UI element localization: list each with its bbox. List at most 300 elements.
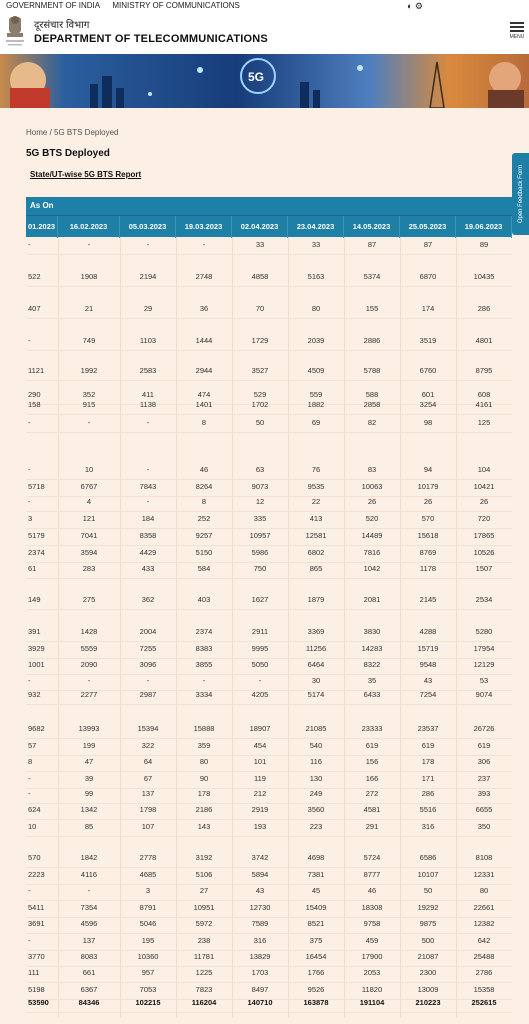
table-cell: 316: [421, 822, 435, 831]
table-cell: 12581: [305, 531, 327, 540]
table-cell: 3560: [307, 805, 325, 814]
table-cell: 46: [199, 465, 209, 474]
table-cell: 391: [28, 627, 41, 636]
table-cell: 2987: [139, 690, 157, 699]
table-cell: 45: [311, 886, 321, 895]
table-cell: 158: [28, 400, 41, 409]
row-divider: [26, 609, 512, 610]
table-cell: 619: [365, 741, 379, 750]
table-cell: 104: [477, 465, 491, 474]
table-cell: 1121: [28, 366, 45, 375]
table-cell: 3096: [139, 660, 157, 669]
row-divider: [26, 966, 512, 967]
national-emblem-icon: [4, 13, 26, 51]
feedback-button[interactable]: [512, 153, 529, 235]
table-cell: 1992: [80, 366, 98, 375]
table-cell: 15409: [305, 903, 327, 912]
table-cell: 1138: [139, 400, 157, 409]
table-cell: 433: [141, 564, 155, 573]
table-cell: 199: [82, 741, 96, 750]
table-cell: -: [28, 336, 31, 345]
table-cell: 14489: [361, 531, 383, 540]
table-cell: 8791: [139, 903, 157, 912]
table-cell: 750: [253, 564, 267, 573]
table-cell: 1444: [195, 336, 213, 345]
table-cell: 3: [145, 886, 151, 895]
table-cell: 2053: [363, 968, 381, 977]
table-cell: 13009: [417, 985, 439, 994]
table-cell: 26: [423, 497, 433, 506]
table-cell: 111: [28, 968, 40, 977]
table-cell: 18308: [361, 903, 383, 912]
table-cell: 3334: [195, 690, 213, 699]
table-cell: 5894: [251, 870, 269, 879]
table-cell: 5559: [80, 644, 98, 653]
table-cell: 223: [309, 822, 323, 831]
table-cell: 23537: [417, 724, 439, 733]
table-cell: 9548: [419, 660, 437, 669]
table-cell: 14283: [361, 644, 383, 653]
table-cell: 8: [201, 418, 207, 427]
row-divider: [26, 318, 512, 319]
table-cell: 588: [365, 390, 379, 399]
table-cell: 6433: [363, 690, 381, 699]
table-cell: 5106: [195, 870, 213, 879]
table-cell: 619: [421, 741, 435, 750]
table-cell: 7823: [195, 985, 213, 994]
table-cell: 407: [28, 304, 41, 313]
table-cell: 932: [28, 690, 41, 699]
table-cell: 608: [477, 390, 491, 399]
department-title: DEPARTMENT OF TELECOMMUNICATIONS: [34, 33, 268, 45]
table-cell: 1042: [363, 564, 381, 573]
table-cell: 12382: [473, 919, 495, 928]
top-bar: [0, 0, 529, 12]
table-cell: 8264: [195, 482, 213, 491]
table-cell: 7354: [80, 903, 98, 912]
table-cell: 3: [28, 514, 33, 523]
table-cell: 53: [479, 676, 489, 685]
table-cell: 3855: [195, 660, 213, 669]
table-cell: 290: [28, 390, 41, 399]
table-cell: 500: [421, 936, 435, 945]
row-divider: [26, 479, 512, 480]
table-cell: 5163: [307, 272, 325, 281]
table-cell: 21085: [305, 724, 327, 733]
table-cell: 178: [197, 789, 211, 798]
table-cell: 57: [28, 741, 37, 750]
table-cell: 5972: [195, 919, 213, 928]
table-cell: 193: [253, 822, 267, 831]
table-cell: 5374: [363, 272, 381, 281]
table-cell: 8083: [80, 952, 98, 961]
table-cell: 178: [421, 757, 435, 766]
table-cell: 2886: [363, 336, 381, 345]
table-cell: 520: [365, 514, 379, 523]
table-cell: 210223: [415, 998, 441, 1007]
table-cell: 275: [82, 595, 96, 604]
table-cell: 393: [477, 789, 491, 798]
table-cell: 559: [309, 390, 323, 399]
svg-text:5G: 5G: [248, 70, 265, 84]
table-cell: 63: [255, 465, 265, 474]
table-cell: 2919: [251, 805, 269, 814]
table-cell: 9073: [251, 482, 269, 491]
table-cell: 1842: [80, 853, 98, 862]
table-cell: 4801: [475, 336, 493, 345]
table-cell: 83: [367, 465, 377, 474]
table-cell: 36: [199, 304, 209, 313]
table-cell: 84346: [78, 998, 100, 1007]
table-cell: 6870: [419, 272, 437, 281]
table-cell: 4288: [419, 627, 437, 636]
table-cell: -: [146, 465, 150, 474]
table-cell: 61: [28, 564, 37, 573]
table-cell: 12331: [473, 870, 495, 879]
table-cell: 359: [197, 741, 211, 750]
column-header: 02.04.2023: [232, 216, 288, 238]
table-cell: 69: [311, 418, 321, 427]
table-cell: 19292: [417, 903, 439, 912]
table-cell: -: [28, 789, 31, 798]
table-cell: 13993: [78, 724, 100, 733]
row-divider: [26, 528, 512, 529]
table-cell: 4581: [363, 805, 381, 814]
table-cell: 64: [143, 757, 153, 766]
table-cell: 1178: [419, 564, 437, 573]
site-header: [0, 12, 529, 54]
table-cell: 4: [86, 497, 92, 506]
table-cell: 9758: [363, 919, 381, 928]
table-cell: 286: [421, 789, 435, 798]
table-cell: -: [28, 676, 31, 685]
column-header: 19.03.2023: [176, 216, 232, 238]
table-cell: 7041: [80, 531, 98, 540]
table-cell: -: [28, 418, 31, 427]
table-cell: -: [87, 418, 91, 427]
table-cell: 7255: [139, 644, 157, 653]
table-cell: 454: [253, 741, 267, 750]
breadcrumb[interactable]: Home / 5G BTS Deployed: [26, 128, 119, 137]
table-cell: 352: [82, 390, 96, 399]
table-cell: 35: [367, 676, 377, 685]
table-cell: 125: [477, 418, 491, 427]
row-divider: [26, 836, 512, 837]
row-divider: [26, 286, 512, 287]
table-cell: 4685: [139, 870, 157, 879]
table-cell: 12730: [249, 903, 271, 912]
table-cell: -: [146, 240, 150, 249]
table-cell: 249: [309, 789, 323, 798]
row-divider: [26, 771, 512, 772]
table-cell: 316: [253, 936, 267, 945]
table-cell: 8769: [419, 548, 437, 557]
table-cell: 2300: [419, 968, 437, 977]
state-report-link[interactable]: State/UT-wise 5G BTS Report: [30, 170, 142, 179]
table-cell: -: [146, 418, 150, 427]
hamburger-icon: [510, 22, 524, 24]
table-cell: 10526: [473, 548, 495, 557]
table-cell: 4509: [307, 366, 325, 375]
table-cell: -: [28, 774, 31, 783]
table-cell: 238: [197, 936, 211, 945]
table-cell: 411: [142, 390, 154, 399]
table-cell: 1225: [195, 968, 213, 977]
table-cell: 619: [477, 741, 491, 750]
table-cell: 140710: [247, 998, 273, 1007]
table-cell: 459: [365, 936, 379, 945]
table-cell: 1401: [195, 400, 213, 409]
table-cell: 1507: [475, 564, 493, 573]
table-cell: 15394: [137, 724, 159, 733]
table-cell: 286: [477, 304, 491, 313]
table-cell: 33: [311, 240, 321, 249]
table-cell: 9074: [475, 690, 493, 699]
table-cell: 1428: [80, 627, 98, 636]
table-cell: 5179: [28, 531, 45, 540]
table-cell: 39: [84, 774, 94, 783]
table-cell: 8358: [139, 531, 157, 540]
table-cell: 171: [421, 774, 435, 783]
row-divider: [26, 900, 512, 901]
table-cell: 5788: [363, 366, 381, 375]
table-cell: 195: [141, 936, 155, 945]
table-cell: 6464: [307, 660, 325, 669]
table-cell: 3594: [80, 548, 98, 557]
table-cell: 2004: [139, 627, 157, 636]
table-cell: -: [202, 676, 206, 685]
table-cell: 9682: [28, 724, 45, 733]
table-cell: 21: [84, 304, 94, 313]
table-cell: 191104: [359, 998, 385, 1007]
table-cell: -: [87, 886, 91, 895]
table-cell: -: [28, 936, 31, 945]
table-cell: 2277: [80, 690, 98, 699]
table-cell: 15888: [193, 724, 215, 733]
table-cell: 3742: [251, 853, 269, 862]
table-cell: 2145: [419, 595, 437, 604]
row-divider: [26, 432, 512, 433]
table-cell: 2748: [195, 272, 213, 281]
table-cell: 252615: [471, 998, 497, 1007]
table-cell: 5724: [363, 853, 381, 862]
table-cell: -: [28, 240, 31, 249]
table-cell: -: [87, 676, 91, 685]
column-header: 23.04.2023: [288, 216, 344, 238]
table-cell: 2039: [307, 336, 325, 345]
table-cell: 17865: [473, 531, 495, 540]
table-cell: 53590: [28, 998, 49, 1007]
row-divider: [26, 950, 512, 951]
table-cell: 47: [84, 757, 94, 766]
row-divider: [26, 917, 512, 918]
table-cell: 5046: [139, 919, 157, 928]
table-cell: 749: [82, 336, 96, 345]
table-cell: 2090: [80, 660, 98, 669]
ministry-label: MINISTRY OF COMMUNICATIONS: [112, 1, 240, 10]
table-cell: 1001: [28, 660, 45, 669]
table-cell: -: [258, 676, 262, 685]
table-cell: 9995: [251, 644, 269, 653]
table-cell: 5174: [307, 690, 325, 699]
table-cell: 291: [365, 822, 379, 831]
row-divider: [26, 933, 512, 934]
table-cell: 174: [421, 304, 435, 313]
table-cell: 4698: [307, 853, 325, 862]
table-cell: 12: [255, 497, 265, 506]
table-cell: 1103: [139, 336, 157, 345]
table-cell: 107: [141, 822, 155, 831]
table-cell: 2186: [195, 805, 213, 814]
table-cell: 4596: [80, 919, 98, 928]
table-cell: 2858: [363, 400, 381, 409]
table-cell: 720: [477, 514, 491, 523]
table-cell: 306: [477, 757, 491, 766]
table-cell: 10107: [417, 870, 439, 879]
menu-label: MENU: [509, 34, 525, 40]
table-cell: -: [146, 676, 150, 685]
table-cell: 87: [367, 240, 377, 249]
row-divider: [26, 414, 512, 415]
page-title: 5G BTS Deployed: [26, 148, 110, 159]
table-cell: 17954: [473, 644, 495, 653]
table-cell: 11781: [193, 952, 215, 961]
table-cell: 80: [199, 757, 209, 766]
table-cell: 116204: [191, 998, 217, 1007]
table-cell: 7254: [419, 690, 437, 699]
table-cell: -: [202, 240, 206, 249]
table-cell: 43: [423, 676, 433, 685]
table-cell: 7589: [251, 919, 269, 928]
table-cell: 7816: [363, 548, 381, 557]
table-cell: 8: [28, 757, 33, 766]
table-cell: 1342: [80, 805, 98, 814]
table-cell: 27: [199, 886, 209, 895]
table-cell: 8322: [363, 660, 381, 669]
table-cell: 90: [199, 774, 209, 783]
table-cell: 2778: [139, 853, 157, 862]
table-cell: 46: [367, 886, 377, 895]
table-cell: 15719: [417, 644, 439, 653]
table-cell: -: [28, 497, 31, 506]
table-cell: 4429: [139, 548, 157, 557]
table-cell: 10: [28, 822, 37, 831]
table-cell: 10: [84, 465, 94, 474]
table-cell: 3254: [419, 400, 437, 409]
table-cell: 2223: [28, 870, 45, 879]
table-cell: 6367: [80, 985, 98, 994]
table-cell: 22661: [473, 903, 495, 912]
table-cell: 67: [143, 774, 153, 783]
table-cell: 143: [197, 822, 211, 831]
table-cell: 2583: [139, 366, 157, 375]
table-cell: 155: [365, 304, 379, 313]
table-cell: 76: [311, 465, 321, 474]
table-cell: 7381: [307, 870, 325, 879]
table-cell: 6802: [307, 548, 325, 557]
table-cell: 9875: [419, 919, 437, 928]
table-cell: 1766: [307, 968, 325, 977]
table-cell: 121: [82, 514, 96, 523]
table-cell: 865: [309, 564, 323, 573]
menu-button[interactable]: [509, 20, 525, 40]
table-cell: 70: [255, 304, 265, 313]
table-cell: 9526: [307, 985, 325, 994]
table-cell: 212: [253, 789, 267, 798]
table-cell: 5986: [251, 548, 269, 557]
row-divider: [26, 350, 512, 351]
table-cell: 283: [82, 564, 96, 573]
table-cell: 4161: [475, 400, 493, 409]
row-divider: [26, 884, 512, 885]
table-cell: 403: [197, 595, 211, 604]
row-divider: [26, 578, 512, 579]
table-cell: 10957: [249, 531, 271, 540]
table-cell: 50: [423, 886, 433, 895]
table-cell: 25488: [473, 952, 495, 961]
table-cell: 474: [197, 390, 211, 399]
accessibility-icons[interactable]: ◐ ⚙: [406, 1, 423, 11]
table-cell: 13829: [249, 952, 271, 961]
table-cell: 9257: [195, 531, 213, 540]
column-header: 14.05.2023: [344, 216, 400, 238]
table-cell: 8521: [307, 919, 325, 928]
table-cell: 10421: [473, 482, 495, 491]
table-cell: 50: [255, 418, 265, 427]
table-cell: 10360: [137, 952, 159, 961]
table-cell: 99: [84, 789, 94, 798]
row-divider: [26, 254, 512, 255]
table-cell: 89: [479, 240, 489, 249]
table-cell: 16454: [305, 952, 327, 961]
table-cell: 6655: [475, 805, 493, 814]
table-cell: 156: [365, 757, 379, 766]
table-cell: 5150: [195, 548, 213, 557]
table-cell: 2534: [475, 595, 493, 604]
row-divider: [26, 704, 512, 705]
table-cell: 102215: [135, 998, 161, 1007]
table-cell: 529: [253, 390, 267, 399]
table-cell: 3691: [28, 919, 45, 928]
table-cell: 1882: [307, 400, 325, 409]
table-cell: 82: [367, 418, 377, 427]
table-cell: 10063: [361, 482, 383, 491]
table-cell: 43: [255, 886, 265, 895]
table-cell: 5280: [475, 627, 493, 636]
table-cell: 149: [28, 595, 41, 604]
table-cell: 8795: [475, 366, 493, 375]
table-cell: 5198: [28, 985, 45, 994]
table-cell: 12129: [473, 660, 495, 669]
table-cell: 21087: [417, 952, 439, 961]
table-cell: 5411: [28, 903, 45, 912]
table-cell: 1627: [251, 595, 269, 604]
row-divider: [26, 867, 512, 868]
table-cell: 4205: [251, 690, 269, 699]
table-cell: 2944: [195, 366, 213, 375]
table-cell: 5516: [419, 805, 437, 814]
table-cell: 11820: [361, 985, 383, 994]
row-divider: [26, 738, 512, 739]
row-divider: [26, 1012, 512, 1013]
table-cell: 184: [141, 514, 155, 523]
gov-label: GOVERNMENT OF INDIA: [6, 1, 101, 10]
table-cell: 11256: [305, 644, 327, 653]
hindi-title: दूरसंचार विभाग: [34, 20, 90, 31]
table-cell: 4858: [251, 272, 269, 281]
table-cell: 237: [477, 774, 491, 783]
table-cell: 6760: [419, 366, 437, 375]
